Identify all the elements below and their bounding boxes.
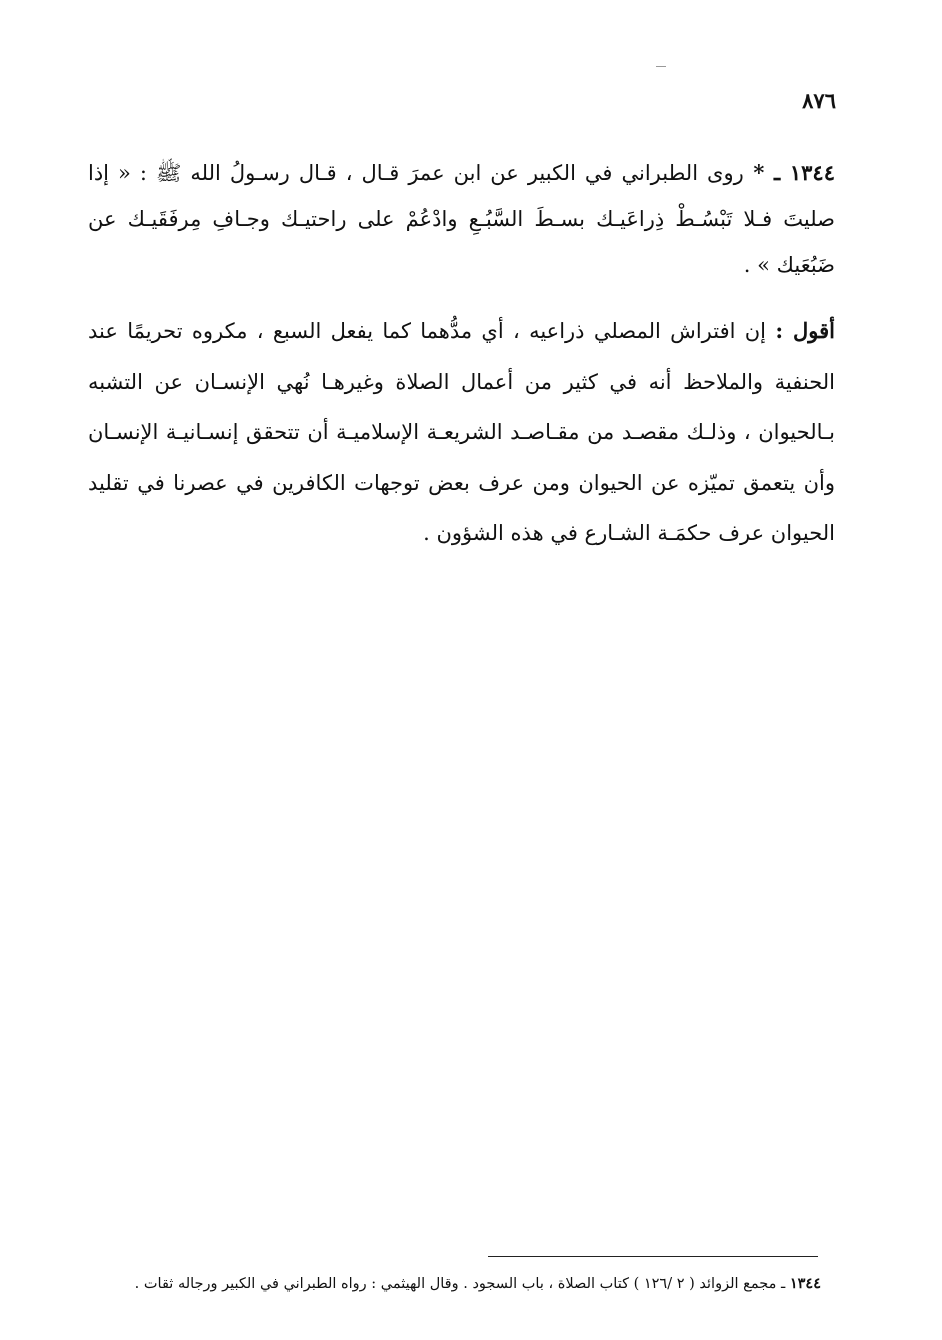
- commentary-paragraph: [88, 306, 835, 559]
- hadith-paragraph: [88, 150, 835, 288]
- commentary-label: أقول :: [775, 318, 835, 343]
- hadith-number: ١٣٤٤: [789, 160, 835, 185]
- commentary-text: إن افتراش المصلي ذراعيه ، أي مدُّهما كما يفعل السبع ، مكروه تحريمًا عند الحنفية والملاحظ أنه في كثير من أعمال الصلاة وغيرهـا نُهي الإنسـان عن التشبه بـالحيوان ، وذلـك مقصـد من مقـاصـد الشريعـة الإسلاميـة أن تتحقق إنسـانيـة الإنسـان وأن يتعمق تميّزه عن الحيوان ومن عرف بعض توجهات الكافرين في عصرنا في تقليد الحيوان عرف حكمَـة الشـارع في هذه الشؤون .: [88, 319, 835, 545]
- footnote-divider: [488, 1256, 818, 1257]
- top-mark: [656, 66, 666, 67]
- footnote: [88, 1272, 821, 1296]
- hadith-text: روى الطبراني في الكبير عن ابن عمرَ قـال ، قـال رسـولُ الله ﷺ : « إذا صليتَ فـلا تَبْسُـطْ ذِراعَيـك بسـطَ السَّبُـعِ وادْعُمْ على راحتيـك وجـافِ مِرفَقَيـك عن ضَبُعَيك » .: [88, 161, 835, 277]
- hadith-separator: ـ *: [743, 160, 790, 185]
- footnote-number: ١٣٤٤: [789, 1275, 821, 1292]
- footnote-text: ـ مجمع الزوائد ( ٢ /١٢٦ ) كتاب الصلاة ، باب السجود . وقال الهيثمي : رواه الطبراني في الكبير ورجاله ثقات .: [134, 1276, 790, 1292]
- page-number: ٨٧٦: [802, 88, 836, 113]
